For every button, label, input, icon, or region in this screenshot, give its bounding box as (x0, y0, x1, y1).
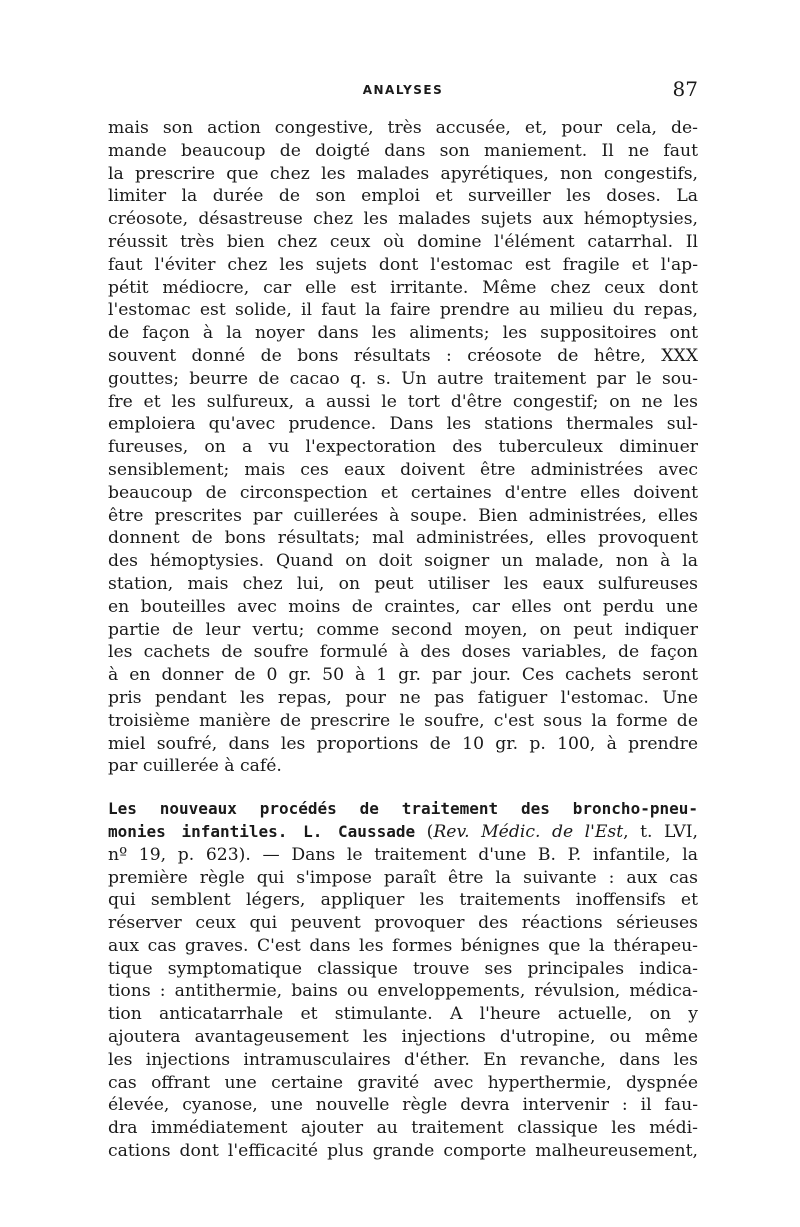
text-line: par cuillerée à café. (108, 756, 282, 777)
text-line: à en donner de 0 gr. 50 à 1 gr. par jour. Ces cachets seront (108, 665, 698, 686)
text-line: première règle qui s'impose paraît être la suivante : aux cas (108, 867, 698, 888)
text-line: emploiera qu'avec prudence. Dans les stations thermales sul- (108, 414, 698, 435)
article-heading-bold: monies infantiles. L. Caussade (108, 821, 416, 841)
text-line: gouttes; beurre de cacao q. s. Un autre traitement par le sou- (108, 368, 698, 389)
text-line: les cachets de soufre formulé à des doses variables, de façon (108, 642, 698, 663)
text-line: tique symptomatique classique trouve ses principales indica- (108, 958, 698, 979)
text-line: l'estomac est solide, il faut la faire prendre au milieu du repas, (108, 300, 698, 321)
text-line: mande beaucoup de doigté dans son maniement. Il ne faut (108, 140, 698, 161)
paragraph-2-body (108, 867, 698, 1163)
text-line: tion anticatarrhale et stimulante. A l'heure actuelle, on y (108, 1004, 698, 1025)
text-line: ajoutera avantageusement les injections d'utropine, ou même (108, 1027, 698, 1048)
citation-open: ( (415, 821, 434, 842)
text-line: en bouteilles avec moins de craintes, car elles ont perdu une (108, 596, 698, 617)
text-line: cas offrant une certaine gravité avec hyperthermie, dyspnée (108, 1072, 698, 1093)
text-line: tions : antithermie, bains ou enveloppements, révulsion, médica- (108, 981, 698, 1002)
article-heading-line-2 (108, 821, 698, 844)
running-header (108, 78, 698, 102)
paragraph-broncho-pneumonies (108, 798, 698, 1163)
text-line: limiter la durée de son emploi et surveiller les doses. La (108, 186, 698, 207)
text-line: les injections intramusculaires d'éther. En revanche, dans les (108, 1049, 698, 1070)
text-line: cations dont l'efficacité plus grande comporte malheureusement, (108, 1141, 698, 1162)
text-line: dra immédiatement ajouter au traitement classique les médi- (108, 1118, 698, 1139)
text-line: créosote, désastreuse chez les malades sujets aux hémoptysies, (108, 209, 698, 230)
text-line: pétit médiocre, car elle est irritante. Même chez ceux dont (108, 277, 698, 298)
text-line: réussit très bien chez ceux où domine l'élément catarrhal. Il (108, 231, 698, 252)
text-line: des hémoptysies. Quand on doit soigner un malade, non à la (108, 551, 698, 572)
paragraph-gap (108, 778, 698, 798)
text-line: troisième manière de prescrire le soufre, c'est sous la forme de (108, 710, 698, 731)
journal-title: Rev. Médic. de l'Est (433, 821, 624, 842)
text-line: aux cas graves. C'est dans les formes bénignes que la thérapeu- (108, 935, 698, 956)
text-line: fre et les sulfureux, a aussi le tort d'être congestif; on ne les (108, 391, 698, 412)
text-line: mais son action congestive, très accusée, et, pour cela, de- (108, 118, 698, 138)
text-line: qui semblent légers, appliquer les traitements inoffensifs et (108, 890, 698, 911)
text-line: fureuses, on a vu l'expectoration des tuberculeux diminuer (108, 437, 698, 458)
text-line: pris pendant les repas, pour ne pas fatiguer l'estomac. Une (108, 687, 698, 708)
text-line: station, mais chez lui, on peut utiliser les eaux sulfureuses (108, 573, 698, 594)
text-line: réserver ceux qui peuvent provoquer des réactions sérieuses (108, 913, 698, 934)
text-line: être prescrites par cuillerées à soupe. Bien administrées, elles (108, 505, 698, 526)
paragraph-creosote-soufre (108, 117, 698, 778)
text-line: souvent donné de bons résultats : créosote de hêtre, XXX (108, 345, 698, 366)
text-line: de façon à la noyer dans les aliments; les suppositoires ont (108, 323, 698, 344)
text-line: miel soufré, dans les proportions de 10 gr. p. 100, à prendre (108, 733, 698, 754)
text-line: la prescrire que chez les malades apyrétiques, non congestifs, (108, 163, 698, 184)
citation-volume: , t. LVI, (623, 821, 698, 842)
text-line: élevée, cyanose, une nouvelle règle devra intervenir : il fau- (108, 1095, 698, 1116)
text-line: sensiblement; mais ces eaux doivent être administrées avec (108, 459, 698, 480)
text-line: beaucoup de circonspection et certaines d'entre elles doivent (108, 482, 698, 503)
page-number: 87 (672, 77, 698, 101)
body-text (108, 117, 698, 1163)
article-heading-line-1: Les nouveaux procédés de traitement des broncho-pneu- (108, 799, 698, 819)
text-line: partie de leur vertu; comme second moyen, on peut indiquer (108, 619, 698, 640)
text-line: faut l'éviter chez les sujets dont l'estomac est fragile et l'ap- (108, 254, 698, 275)
section-title: ANALYSES (362, 83, 444, 97)
text-line: donnent de bons résultats; mal administrées, elles provoquent (108, 528, 698, 549)
citation-line: nº 19, p. 623). — Dans le traitement d'une B. P. infantile, la (108, 844, 698, 865)
